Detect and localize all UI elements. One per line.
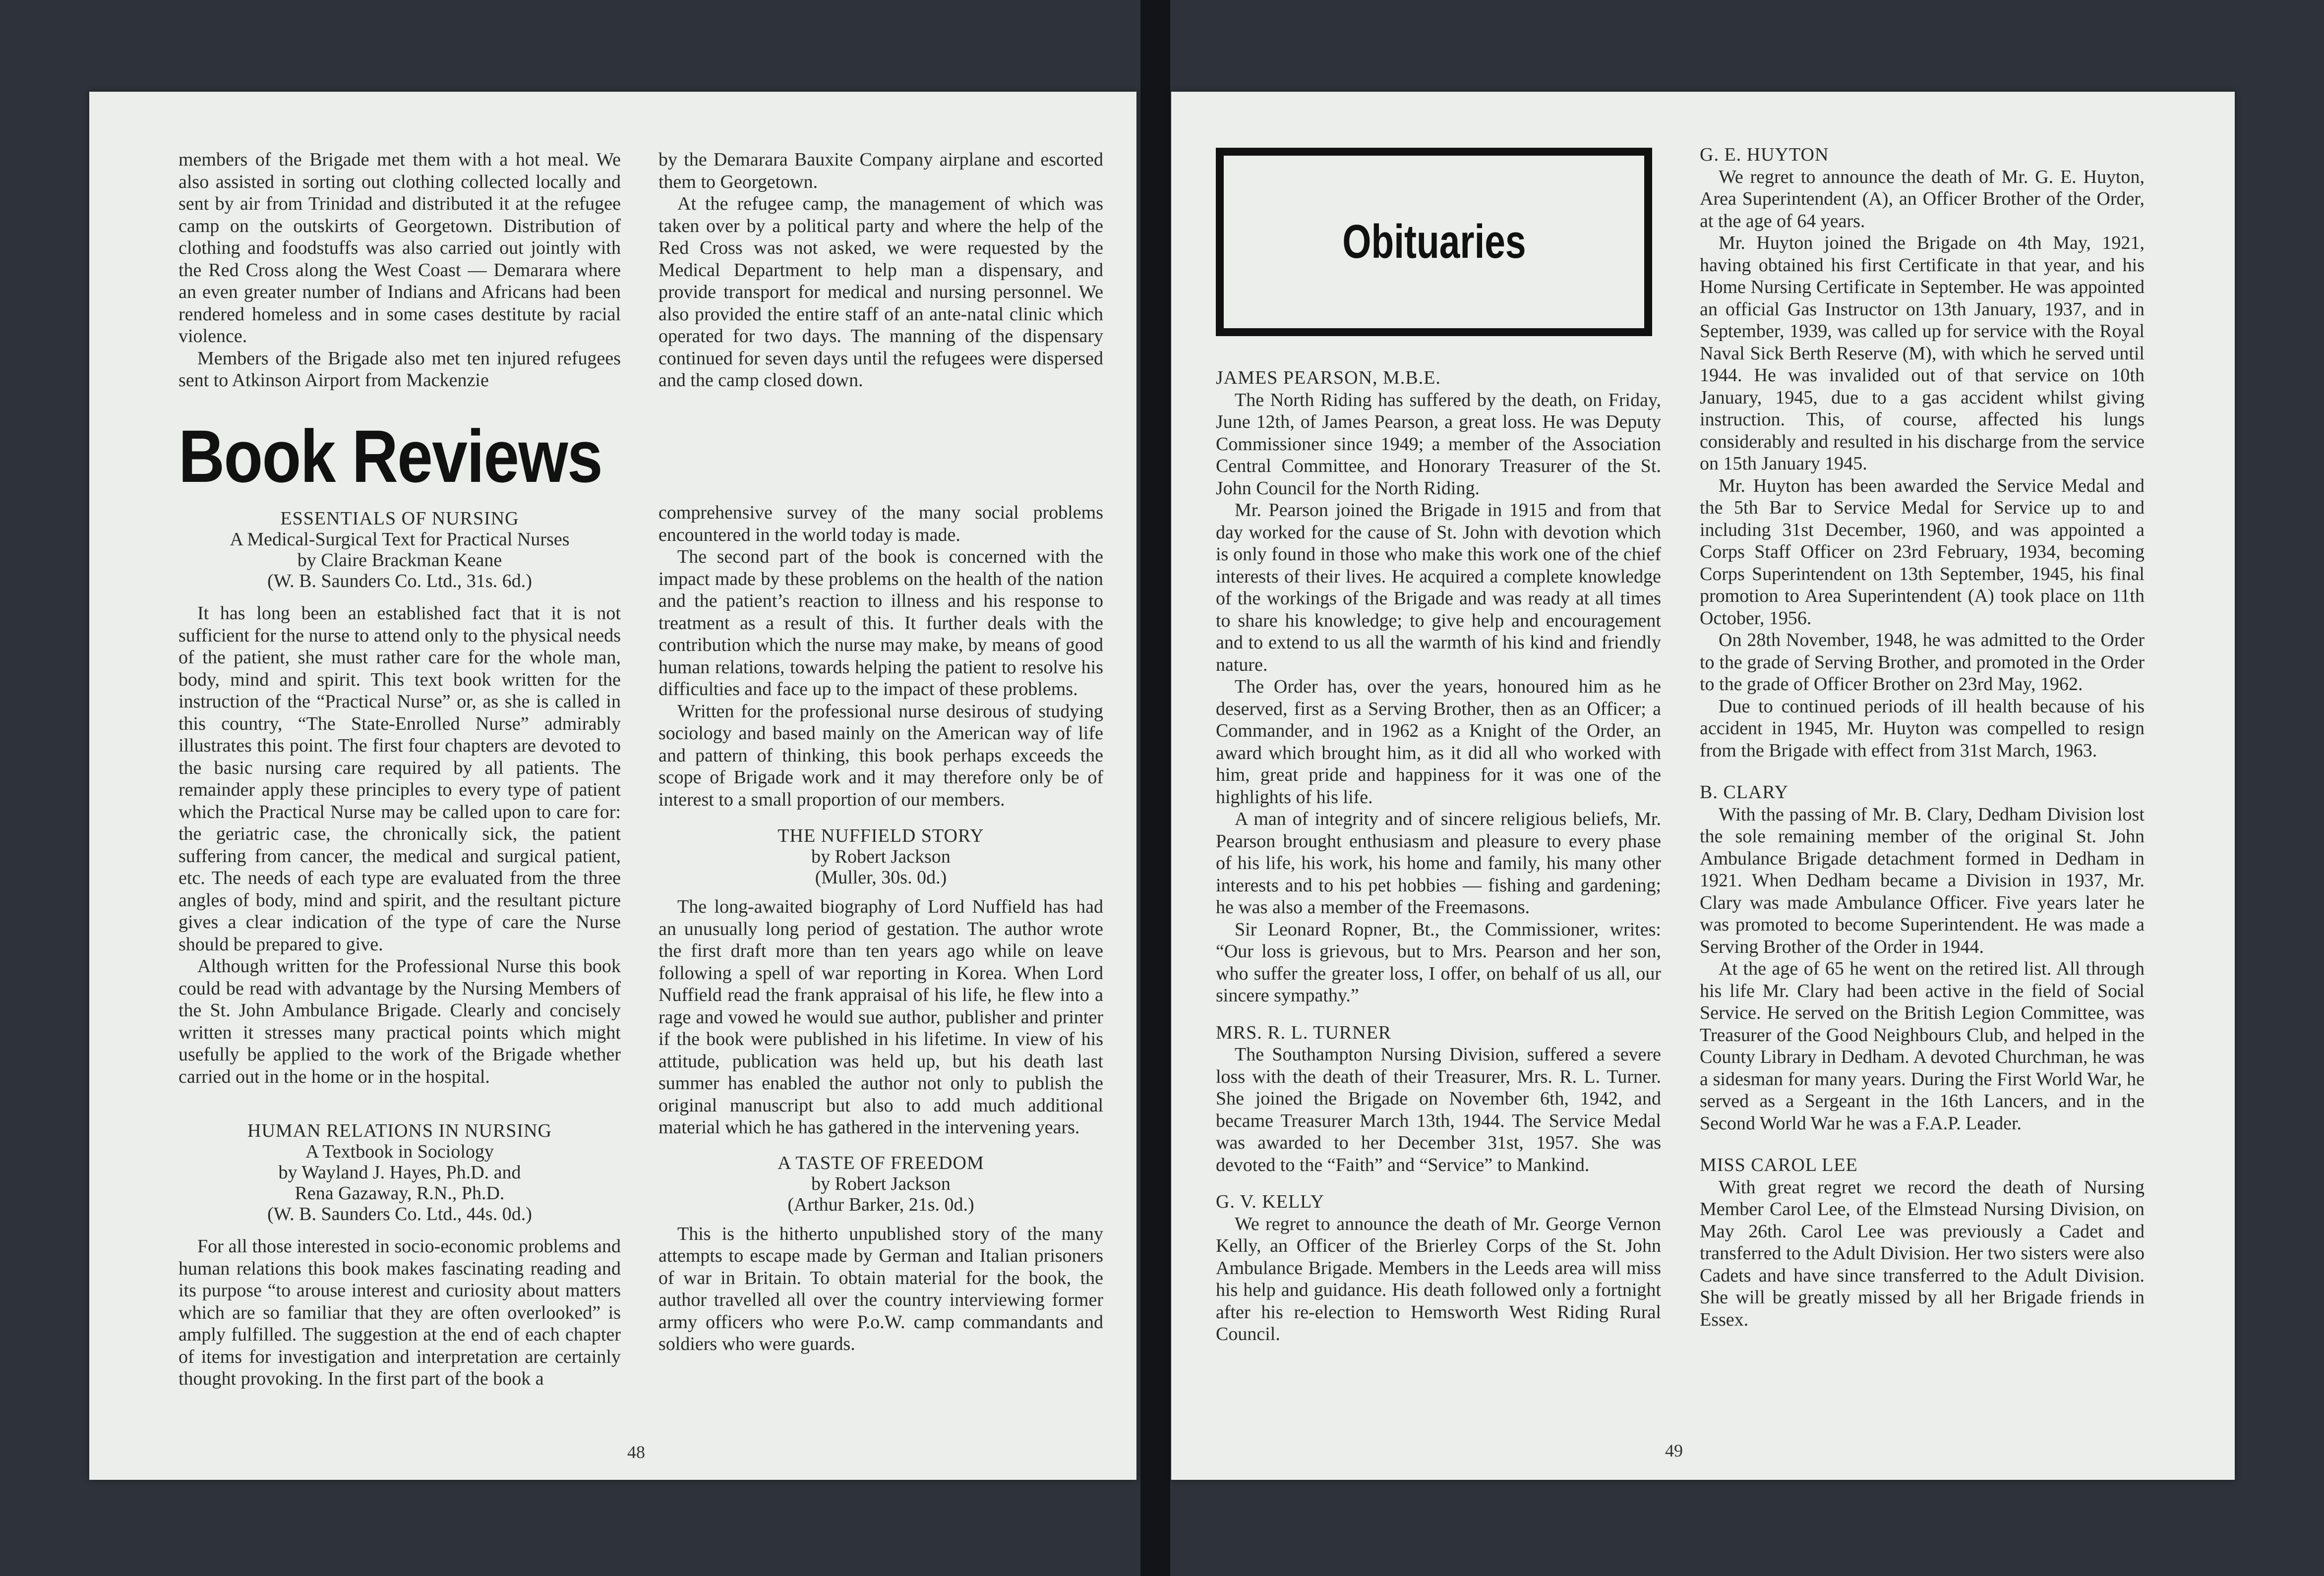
paragraph: Although written for the Professional Nurse this book could be read with advantage by the Nursing Members of the St. John Ambulance Brigade. Clearly and concisely written it stresses many practical points which might usefully be applied to the work of the Brigade whether carried out in the home or in the hospital. bbox=[179, 956, 621, 1087]
obituary bbox=[1216, 1022, 1661, 1176]
review-publisher: (W. B. Saunders Co. Ltd., 31s. 6d.) bbox=[267, 571, 532, 591]
review-publisher: (Arthur Barker, 21s. 0d.) bbox=[787, 1194, 974, 1215]
page-number: 49 bbox=[1665, 1441, 1683, 1460]
paragraph: Members of the Brigade also met ten injured refugees sent to Atkinson Airport from Mackenzie bbox=[179, 348, 621, 391]
paragraph: We regret to announce the death of Mr. G. E. Huyton, Area Superintendent (A), an Officer Brother of the Order, at the age of 64 years. bbox=[1700, 166, 2145, 232]
paragraph: The North Riding has suffered by the death, on Friday, June 12th, of James Pearson, a great loss. He was Deputy Commissioner since 1949; a member of the Association Central Committee, and Honorary Treasurer of the St. John Council for the North Riding. bbox=[1216, 389, 1661, 499]
review-header bbox=[658, 825, 1103, 888]
paragraph: The second part of the book is concerned with the impact made by these problems on the health of the nation and the patient’s reaction to illness and his response to treatment as a result of this. It further deals with the contribution which the nurse may make, by means of good human relations, towards helping the patient to resolve his difficulties and face up to the impact of these problems. bbox=[658, 546, 1103, 700]
review-header bbox=[179, 508, 621, 591]
obituary bbox=[1700, 144, 2145, 761]
paragraph: members of the Brigade met them with a hot meal. We also assisted in sorting out clothing collected locally and sent by air from Trinidad and distributed it at the refugee camp on the outskirts of Georgetown. Distribution of clothing and foodstuffs was also carried out jointly with the Red Cross along the West Coast — Demarara where an even greater number of Indians and Africans had been rendered homeless and in some cases destitute by racial violence. bbox=[179, 149, 621, 347]
paragraph: Mr. Huyton joined the Brigade on 4th May, 1921, having obtained his first Certificate in that year, and his Home Nursing Certificate in September. He was appointed an official Gas Instructor on 13th January, 1937, and in September, 1939, was called up for service with the Royal Naval Sick Berth Reserve (M), with which he served until 1944. He was invalided out of that service on 10th January, 1945, due to a gas accident whilst giving instruction. This, of course, affected his lungs considerably and resulted in his discharge from the service on 15th January 1945. bbox=[1700, 233, 2145, 474]
book-gutter bbox=[1140, 0, 1170, 1576]
review-title: A TASTE OF FREEDOM bbox=[777, 1152, 984, 1173]
paragraph: Due to continued periods of ill health because of his accident in 1945, Mr. Huyton was compelled to resign from the Brigade with effect from 31st March, 1963. bbox=[1700, 696, 2145, 761]
paragraph: Sir Leonard Ropner, Bt., the Commissioner, writes: “Our loss is grievous, but to Mrs. Pearson and her son, who suffer the greater loss, I offer, on behalf of us all, our sincere sympathy.” bbox=[1216, 919, 1661, 1006]
paragraph: Written for the professional nurse desirous of studying sociology and based mainly on the American way of life and pattern of thinking, this book perhaps exceeds the scope of Brigade work and it may therefore only be of interest to a small proportion of our members. bbox=[658, 700, 1103, 810]
review-subtitle: A Medical-Surgical Text for Practical Nurses bbox=[230, 529, 570, 550]
review-subtitle: A Textbook in Sociology bbox=[305, 1141, 494, 1162]
book-reviews-heading: Book Reviews bbox=[179, 414, 602, 498]
left-col2-top bbox=[658, 149, 1103, 392]
paragraph: The Southampton Nursing Division, suffered a severe loss with the death of their Treasurer, Mrs. R. L. Turner. She joined the Brigade on November 6th, 1942, and became Treasurer March 13th, 1944. The Service Medal was awarded to her December 31st, 1957. She was devoted to the “Faith” and “Service” to Mankind. bbox=[1216, 1044, 1661, 1175]
review-title: HUMAN RELATIONS IN NURSING bbox=[247, 1120, 552, 1141]
review-author: by Claire Brackman Keane bbox=[297, 550, 502, 571]
paragraph: comprehensive survey of the many social problems encountered in the world today is made. bbox=[658, 502, 1103, 545]
review-publisher: (W. B. Saunders Co. Ltd., 44s. 0d.) bbox=[267, 1204, 532, 1225]
paragraph: The long-awaited biography of Lord Nuffield has had an unusually long period of gestation. The author wrote the first draft more than ten years ago while on leave following a spell of war reporting in Korea. When Lord Nuffield read the frank appraisal of his life, he flew into a rage and vowed he would sue author, publisher and printer if the book were published in his lifetime. In view of his attitude, publication was held up, but his death last summer has enabled the author not only to publish the original manuscript but also to add much additional material which he has gathered in the intervening years. bbox=[658, 896, 1103, 1138]
review-publisher: (Muller, 30s. 0d.) bbox=[815, 867, 947, 888]
obituary-name: G. V. KELLY bbox=[1216, 1191, 1325, 1212]
paragraph: With great regret we record the death of Nursing Member Carol Lee, of the Elmstead Nursing Division, on May 26th. Carol Lee was previously a Cadet and transferred to the Adult Division. Her two sisters were also Cadets and have since transferred to the Adult Division. She will be greatly missed by all her Brigade friends in Essex. bbox=[1700, 1176, 2145, 1330]
left-col2-reviews bbox=[658, 502, 1103, 1355]
obituaries-heading: Obituaries bbox=[1342, 215, 1526, 268]
paragraph: At the age of 65 he went on the retired list. All through his life Mr. Clary had been active in the field of Social Service. He served on the British Legion Committee, was Treasurer of the Good Neighbours Club, and helped in the County Library in Dedham. A devoted Churchman, he was a sidesman for many years. During the First World War, he served as a Sergeant in the 16th Lancers, and in the Second World War he was a F.A.P. Leader. bbox=[1700, 958, 2145, 1134]
left-col1-reviews bbox=[179, 503, 621, 1390]
obituary-name: JAMES PEARSON, M.B.E. bbox=[1216, 367, 1441, 388]
obituary bbox=[1700, 1154, 2145, 1331]
paragraph: A man of integrity and of sincere religious beliefs, Mr. Pearson brought enthusiasm and pleasure to every phase of his life, his work, his home and family, his many other interests and to his pet hobbies — fishing and gardening; he was also a member of the Freemasons. bbox=[1216, 809, 1661, 918]
paragraph: This is the hitherto unpublished story of the many attempts to escape made by German and Italian prisoners of war in Britain. To obtain material for the book, the author travelled all over the country interviewing former army officers who were P.o.W. camp commandants and soldiers who were guards. bbox=[658, 1223, 1103, 1354]
paragraph: We regret to announce the death of Mr. George Vernon Kelly, an Officer of the Brierley Corps of the St. John Ambulance Brigade. Members in the Leeds area will miss his help and guidance. His death followed only a fortnight after his re-election to Hemsworth West Riding Rural Council. bbox=[1216, 1213, 1661, 1344]
review-header bbox=[179, 1120, 621, 1225]
obituary-name: G. E. HUYTON bbox=[1700, 144, 1829, 165]
review-author: by Robert Jackson bbox=[811, 846, 951, 867]
obituary bbox=[1216, 1191, 1661, 1345]
review-header bbox=[658, 1153, 1103, 1215]
paragraph: The Order has, over the years, honoured him as he deserved, first as a Serving Brother, then as an Officer; a Commander, and in 1962 as a Knight of the Order, an award which brought him, as it did all who worked with him, great pride and happiness for it was one of the highlights of his life. bbox=[1216, 676, 1661, 808]
right-col2 bbox=[1700, 144, 2145, 1331]
left-col1-top bbox=[179, 149, 621, 392]
obituary bbox=[1216, 367, 1661, 1007]
paragraph: At the refugee camp, the management of which was taken over by a political party and where the help of the Red Cross was not asked, we were requested by the Medical Department to help man a dispensary, and provide transport for medical and nursing personnel. We also provided the entire staff of an ante-natal clinic which operated for two days. The manning of the dispensary continued for seven days until the refugees were dispersed and the camp closed down. bbox=[658, 193, 1103, 391]
obituaries-heading-box bbox=[1216, 148, 1652, 336]
paragraph: Mr. Huyton has been awarded the Service Medal and the 5th Bar to Service Medal for Service up to and including 31st December, 1960, and was appointed a Corps Staff Officer on 23rd February, 1934, becoming Corps Superintendent on 13th September, 1945, his final promotion to Area Superintendent (A) took place on 11th October, 1956. bbox=[1700, 475, 2145, 629]
review-author: by Robert Jackson bbox=[811, 1173, 951, 1194]
review-author: by Wayland J. Hayes, Ph.D. and bbox=[278, 1162, 521, 1183]
page-number: 48 bbox=[627, 1442, 645, 1462]
right-col1 bbox=[1216, 367, 1661, 1345]
review-author: Rena Gazaway, R.N., Ph.D. bbox=[295, 1183, 505, 1204]
paragraph: On 28th November, 1948, he was admitted to the Order to the grade of Serving Brother, and promoted in the Order to the grade of Officer Brother on 23rd May, 1962. bbox=[1700, 630, 2145, 695]
obituary-name: MRS. R. L. TURNER bbox=[1216, 1022, 1392, 1043]
obituary bbox=[1700, 781, 2145, 1134]
paragraph: For all those interested in socio-economic problems and human relations this book makes fascinating reading and its purpose “to arouse interest and curiosity about matters which are so familiar that they are often overlooked” is amply fulfilled. The suggestion at the end of each chapter of items for investigation and interpretation are certainly thought provoking. In the first part of the book a bbox=[179, 1236, 621, 1389]
review-title: ESSENTIALS OF NURSING bbox=[280, 508, 519, 529]
paragraph: With the passing of Mr. B. Clary, Dedham Division lost the sole remaining member of the original St. John Ambulance Brigade detachment formed in Dedham in 1921. When Dedham became a Division in 1937, Mr. Clary was made Ambulance Officer. Five years later he was promoted to become Superintendent. He was made a Serving Brother of the Order in 1944. bbox=[1700, 804, 2145, 957]
review-title: THE NUFFIELD STORY bbox=[777, 825, 984, 846]
obituary-name: MISS CAROL LEE bbox=[1700, 1155, 1858, 1175]
obituary-name: B. CLARY bbox=[1700, 782, 1789, 803]
paragraph: It has long been an established fact that it is not sufficient for the nurse to attend only to the physical needs of the patient, she must rather care for the whole man, body, mind and spirit. This text book written for the instruction of the “Practical Nurse” or, as she is called in this country, “The State-Enrolled Nurse” admirably illustrates this point. The first four chapters are devoted to the basic nursing care required by all patients. The remainder apply these principles to every type of patient which the Practical Nurse may be called upon to care for: the geriatric case, the chronically sick, the patient suffering from cancer, the medical and surgical patient, etc. The needs of each type are evaluated from the three angles of body, mind and spirit, and the resultant picture gives a clear indication of the type of care the Nurse should be prepared to give. bbox=[179, 603, 621, 955]
paragraph: Mr. Pearson joined the Brigade in 1915 and from that day worked for the cause of St. John with devotion which is only found in those who make this work one of the chief interests of their lives. He acquired a complete knowledge of the workings of the Brigade and was ready at all times to share his knowledge; to give help and encouragement and to extend to us all the warmth of his kind and friendly nature. bbox=[1216, 500, 1661, 675]
paragraph: by the Demarara Bauxite Company airplane and escorted them to Georgetown. bbox=[658, 149, 1103, 192]
